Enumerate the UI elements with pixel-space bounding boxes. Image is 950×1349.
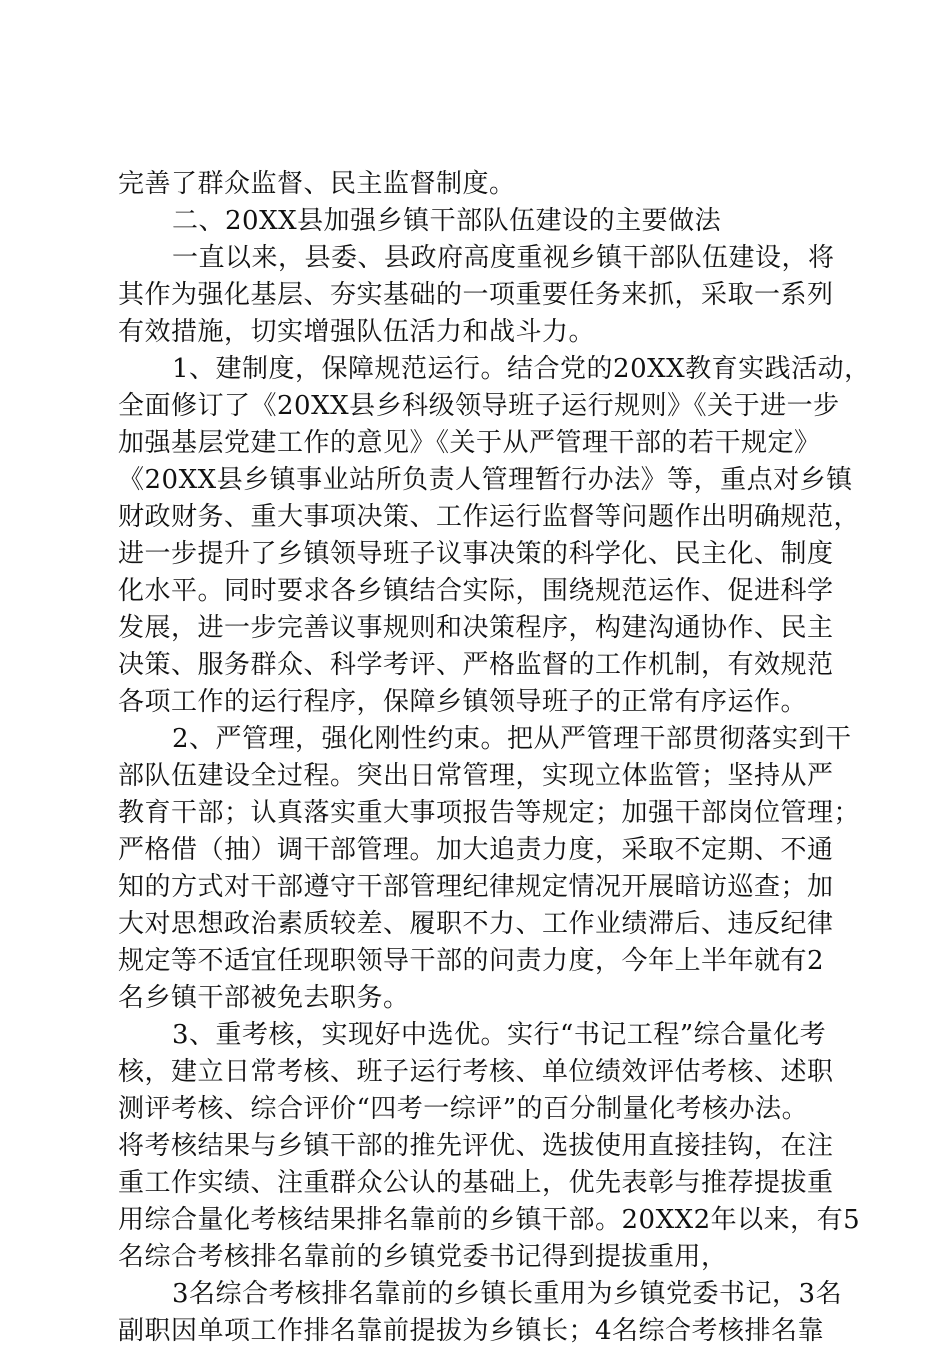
text-line: 用综合量化考核结果排名靠前的乡镇干部。20XX2年以来，有5: [118, 1205, 861, 1235]
text-line: 重工作实绩、注重群众公认的基础上，优先表彰与推荐提拔重: [118, 1168, 834, 1198]
text-line: 名综合考核排名靠前的乡镇党委书记得到提拔重用，: [118, 1242, 728, 1272]
text-line: 3、重考核，实现好中选优。实行“书记工程”综合量化考: [172, 1020, 827, 1050]
text-line: 核，建立日常考核、班子运行考核、单位绩效评估考核、述职: [118, 1057, 834, 1087]
text-line: 财政财务、重大事项决策、工作运行监督等问题作出明确规范，: [118, 502, 861, 532]
section-heading: 二、20XX县加强乡镇干部队伍建设的主要做法: [172, 206, 722, 236]
text-line: 严格借（抽）调干部管理。加大追责力度，采取不定期、不通: [118, 835, 834, 865]
text-line: 有效措施，切实增强队伍活力和战斗力。: [118, 317, 596, 347]
text-line: 一直以来，县委、县政府高度重视乡镇干部队伍建设，将: [172, 243, 835, 273]
text-line: 将考核结果与乡镇干部的推先评优、选拔使用直接挂钩，在注: [118, 1131, 834, 1161]
text-line: 教育干部；认真落实重大事项报告等规定；加强干部岗位管理；: [118, 798, 861, 828]
text-line: 进一步提升了乡镇领导班子议事决策的科学化、民主化、制度: [118, 539, 834, 569]
text-line: 各项工作的运行程序，保障乡镇领导班子的正常有序运作。: [118, 687, 808, 717]
text-line: 《20XX县乡镇事业站所负责人管理暂行办法》等，重点对乡镇: [118, 465, 853, 495]
text-line: 化水平。同时要求各乡镇结合实际，围绕规范运作、促进科学: [118, 576, 834, 606]
text-line: 发展，进一步完善议事规则和决策程序，构建沟通协作、民主: [118, 613, 834, 643]
text-line: 决策、服务群众、科学考评、严格监督的工作机制，有效规范: [118, 650, 834, 680]
text-line: 加强基层党建工作的意见》《关于从严管理干部的若干规定》: [118, 428, 821, 458]
text-line: 名乡镇干部被免去职务。: [118, 983, 410, 1013]
text-line: 部队伍建设全过程。突出日常管理，实现立体监管；坚持从严: [118, 761, 834, 791]
text-line: 2、严管理，强化刚性约束。把从严管理干部贯彻落实到干: [172, 724, 852, 754]
text-line: 完善了群众监督、民主监督制度。: [118, 169, 516, 199]
text-line: 知的方式对干部遵守干部管理纪律规定情况开展暗访巡查；加: [118, 872, 834, 902]
text-line: 大对思想政治素质较差、履职不力、工作业绩滞后、违反纪律: [118, 909, 834, 939]
text-line: 测评考核、综合评价“四考一综评”的百分制量化考核办法。: [118, 1094, 809, 1124]
text-line: 规定等不适宜任现职领导干部的问责力度，今年上半年就有2: [118, 946, 825, 976]
text-line: 其作为强化基层、夯实基础的一项重要任务来抓，采取一系列: [118, 280, 834, 310]
text-line: 1、建制度，保障规范运行。结合党的20XX教育实践活动，: [172, 354, 871, 384]
text-line: 副职因单项工作排名靠前提拔为乡镇长；4名综合考核排名靠: [118, 1316, 825, 1346]
text-line: 3名综合考核排名靠前的乡镇长重用为乡镇党委书记，3名: [172, 1279, 843, 1309]
text-line: 全面修订了《20XX县乡科级领导班子运行规则》《关于进一步: [118, 391, 840, 421]
